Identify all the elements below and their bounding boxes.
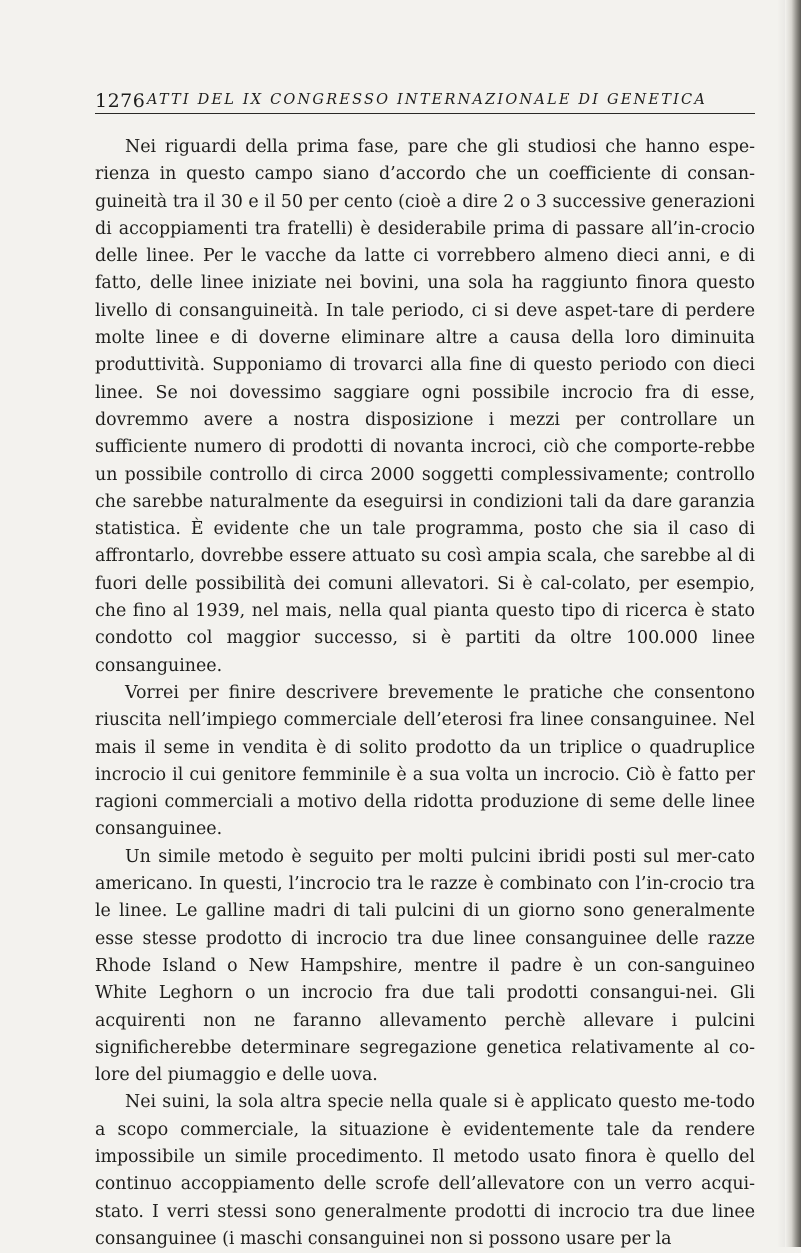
running-head: ATTI DEL IX CONGRESSO INTERNAZIONALE DI GENETICA: [147, 92, 707, 108]
page-header: [95, 88, 755, 114]
header-rule: [95, 113, 755, 114]
page-number: 1276: [95, 90, 146, 112]
paragraph-commercial-heterosis: Vorrei per finire descrivere brevemente le pratiche che consentono riuscita nell’impiego commerciale dell’eterosi fra linee consanguinee. Nel mais il seme in vendita è di solito prodotto da un triplice o quadruplice incrocio il cui genitore femminile è a sua volta un incrocio. Ciò è fatto per ragioni commerciali a motivo della ridotta produzione di seme delle linee consanguinee.: [95, 682, 755, 840]
body-text: [95, 134, 755, 1253]
paragraph-consanguinity: Nei riguardi della prima fase, pare che gli studiosi che hanno espe-rienza in questo campo siano d’accordo che un coefficiente di consan-guineità tra il 30 e il 50 per cento (cioè a dire 2 o 3 successive generazioni di accoppiamenti tra fratelli) è desiderabile prima di passare all’in-crocio delle linee. Per le vacche da latte ci vorrebbero almeno dieci anni, e di fatto, delle linee iniziate nei bovini, una sola ha raggiunto finora questo livello di consanguineità. In tale periodo, ci si deve aspet-tare di perdere molte linee e di doverne eliminare altre a causa della loro diminuita produttività. Supponiamo di trovarci alla fine di questo periodo con dieci linee. Se noi dovessimo saggiare ogni possibile incrocio fra di esse, dovremmo avere a nostra disposizione i mezzi per controllare un sufficiente numero di prodotti di novanta incroci, ciò che comporte-rebbe un possibile controllo di circa 2000 soggetti complessivamente; controllo che sarebbe naturalmente da eseguirsi in condizioni tali da dare garanzia statistica. È evidente che un tale programma, posto che sia il caso di affrontarlo, dovrebbe essere attuato su così ampia scala, che sarebbe al di fuori delle possibilità dei comuni allevatori. Si è cal-colato, per esempio, che fino al 1939, nel mais, nella qual pianta questo tipo di ricerca è stato condotto col maggior successo, si è partiti da oltre 100.000 linee consanguinee.: [95, 137, 755, 676]
paragraph-hybrid-chicks: Un simile metodo è seguito per molti pulcini ibridi posti sul mer-cato americano. In questi, l’incrocio tra le razze è combinato con l’in-crocio tra le linee. Le galline madri di tali pulcini di un giorno sono generalmente esse stesse prodotto di incrocio tra due linee consanguinee delle razze Rhode Island o New Hampshire, mentre il padre è un con-sanguineo White Leghorn o un incrocio fra due tali prodotti consangui-nei. Gli acquirenti non ne faranno allevamento perchè allevare i pulcini significherebbe determinare segregazione genetica relativamente al co-lore del piumaggio e delle uova.: [95, 846, 755, 1086]
page-gutter-shadow: [777, 0, 785, 1247]
paragraph-swine: Nei suini, la sola altra specie nella quale si è applicato questo me-todo a scopo commerciale, la situazione è evidentemente tale da rendere impossibile un simile procedimento. Il metodo usato finora è quello del continuo accoppiamento delle scrofe dell’allevatore con un verro acqui-stato. I verri stessi sono generalmente prodotti di incrocio tra due linee consanguinee (i maschi consanguinei non si possono usare per la: [95, 1092, 755, 1249]
page-edge: [785, 0, 801, 1247]
